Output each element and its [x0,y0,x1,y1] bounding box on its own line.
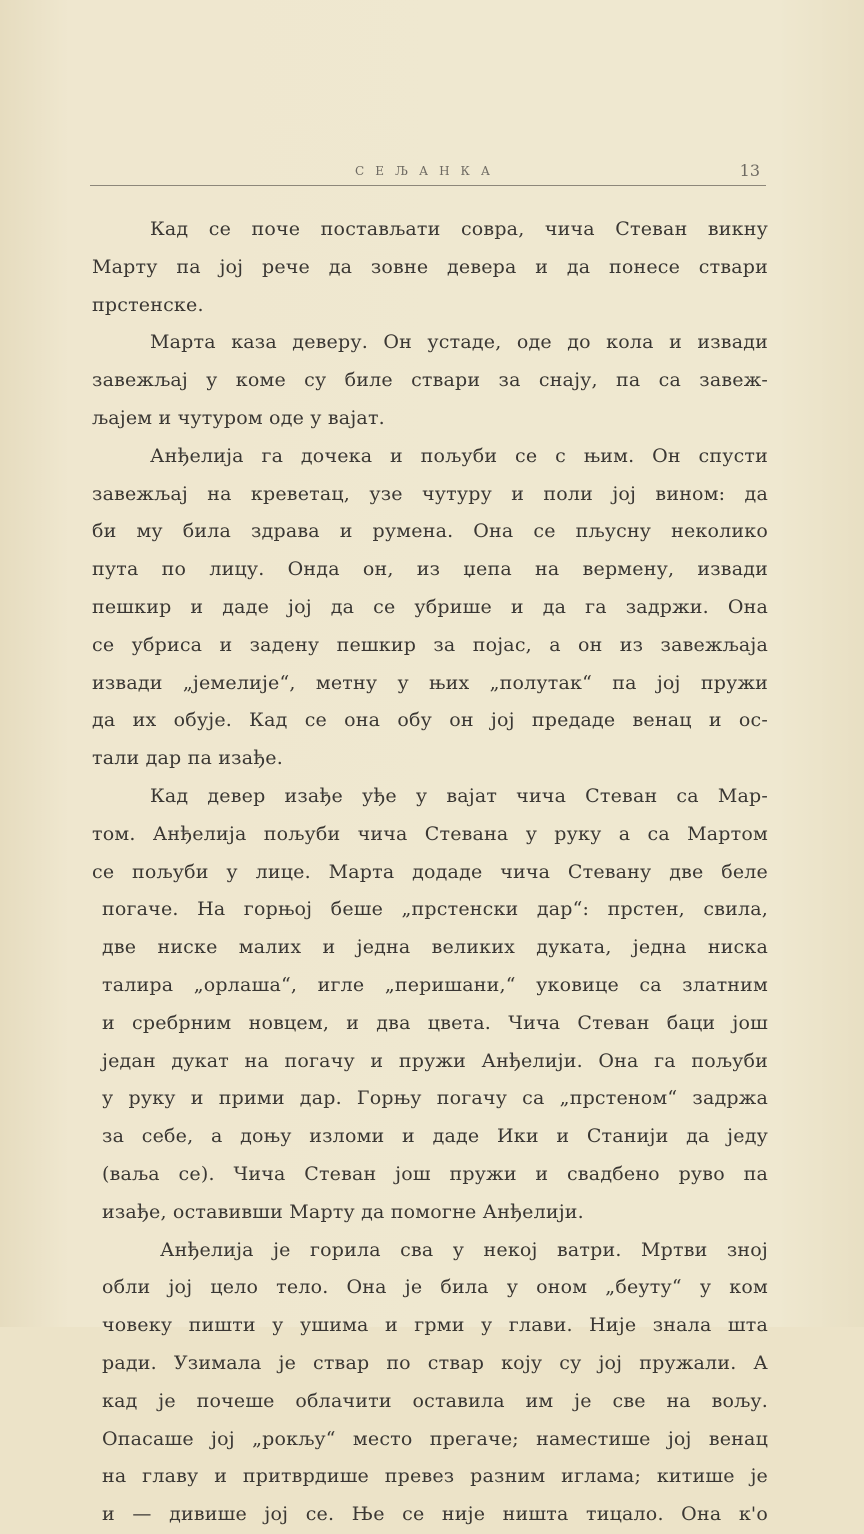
text-line: тали дар па изађе. [92,747,283,770]
page-header [90,160,766,186]
text-line: Кад се поче постављати совра, чича Стеван викну [150,218,768,240]
text-line: на главу и притврдише превез разним иглама; китише је [102,1465,768,1488]
text-line: Марта каза деверу. Он устаде, оде до кола и извади [150,331,768,354]
text-line: Анђелија је горила сва у некој ватри. Мртви зној [160,1238,768,1261]
text-line: две ниске малих и једна великих дуката, једна ниска [102,936,768,959]
text-line: Марту па јој рече да зовне девера и да понесе ствари [92,255,768,278]
text-line: Кад девер изађе уђе у вајат чича Стеван са Мар- [150,784,768,807]
text-line: у руку и прими дар. Горњу погачу са „прстеном“ задржа [102,1087,768,1110]
text-line: кад је почеше облачити оставила им је све на вољу. [102,1389,768,1412]
text-line: човеку пишти у ушима и грми у глави. Није знала шта [102,1314,768,1337]
text-line: се пољуби у лице. Марта додаде чича Стевану две беле [92,860,768,883]
text-line: Опасаше јој „рокљу“ место прегаче; наместише јој венац [102,1427,768,1450]
text-line: за себе, а доњу изломи и даде Ики и Станији да једу [102,1125,768,1148]
text-line: и сребрним новцем, и два цвета. Чича Стеван баци још [102,1011,768,1034]
text-line: се убриса и задену пешкир за појас, а он из завежљаја [92,633,768,656]
page-number: 13 [739,161,760,180]
text-line: пешкир и даде јој да се убрише и да га задржи. Она [92,595,768,618]
text-line: (ваља се). Чича Стеван још пружи и свадбено руво па [102,1162,768,1185]
text-line: један дукат на погачу и пружи Анђелији. Она га пољуби [102,1049,768,1072]
text-line: извади „јемелије“, метну у њих „полутак“ па јој пружи [92,671,768,694]
text-line: да их обује. Кад се она обу он јој предаде венац и ос- [92,709,768,732]
text-line: и — дивише јој се. Ње се није ништа тицало. Она к'о [102,1503,768,1526]
text-line: ради. Узимала је ствар по ствар коју су јој пружали. А [102,1351,768,1374]
text-line: обли јој цело тело. Она је била у оном „беуту“ у ком [102,1276,768,1299]
text-line: љајем и чутуром оде у вајат. [92,406,385,429]
running-title: СЕЉАНКА [355,164,501,178]
text-line: завежљај у коме су биле ствари за снају, па са завеж- [92,369,768,392]
text-line: изађе, оставивши Марту да помогне Анђелији. [102,1200,584,1223]
text-line: талира „орлаша“, игле „перишани,“ уковице са златним [102,973,768,996]
text-line: би му била здрава и румена. Она се пљусну неколико [92,520,768,543]
text-line: погаче. На горњој беше „прстенски дар“: прстен, свила, [102,898,768,921]
text-line: том. Анђелија пољуби чича Стевана у руку а са Мартом [92,822,768,845]
body-text [92,211,768,1534]
text-line: завежљај на креветац, узе чутуру и поли јој вином: да [92,482,768,505]
text-line: пута по лицу. Онда он, из џепа на вермену, извади [92,558,768,581]
text-line: Анђелија га дочека и пољуби се с њим. Он спусти [150,444,768,467]
text-line: прстенске. [92,293,204,316]
header-rule [90,185,766,186]
